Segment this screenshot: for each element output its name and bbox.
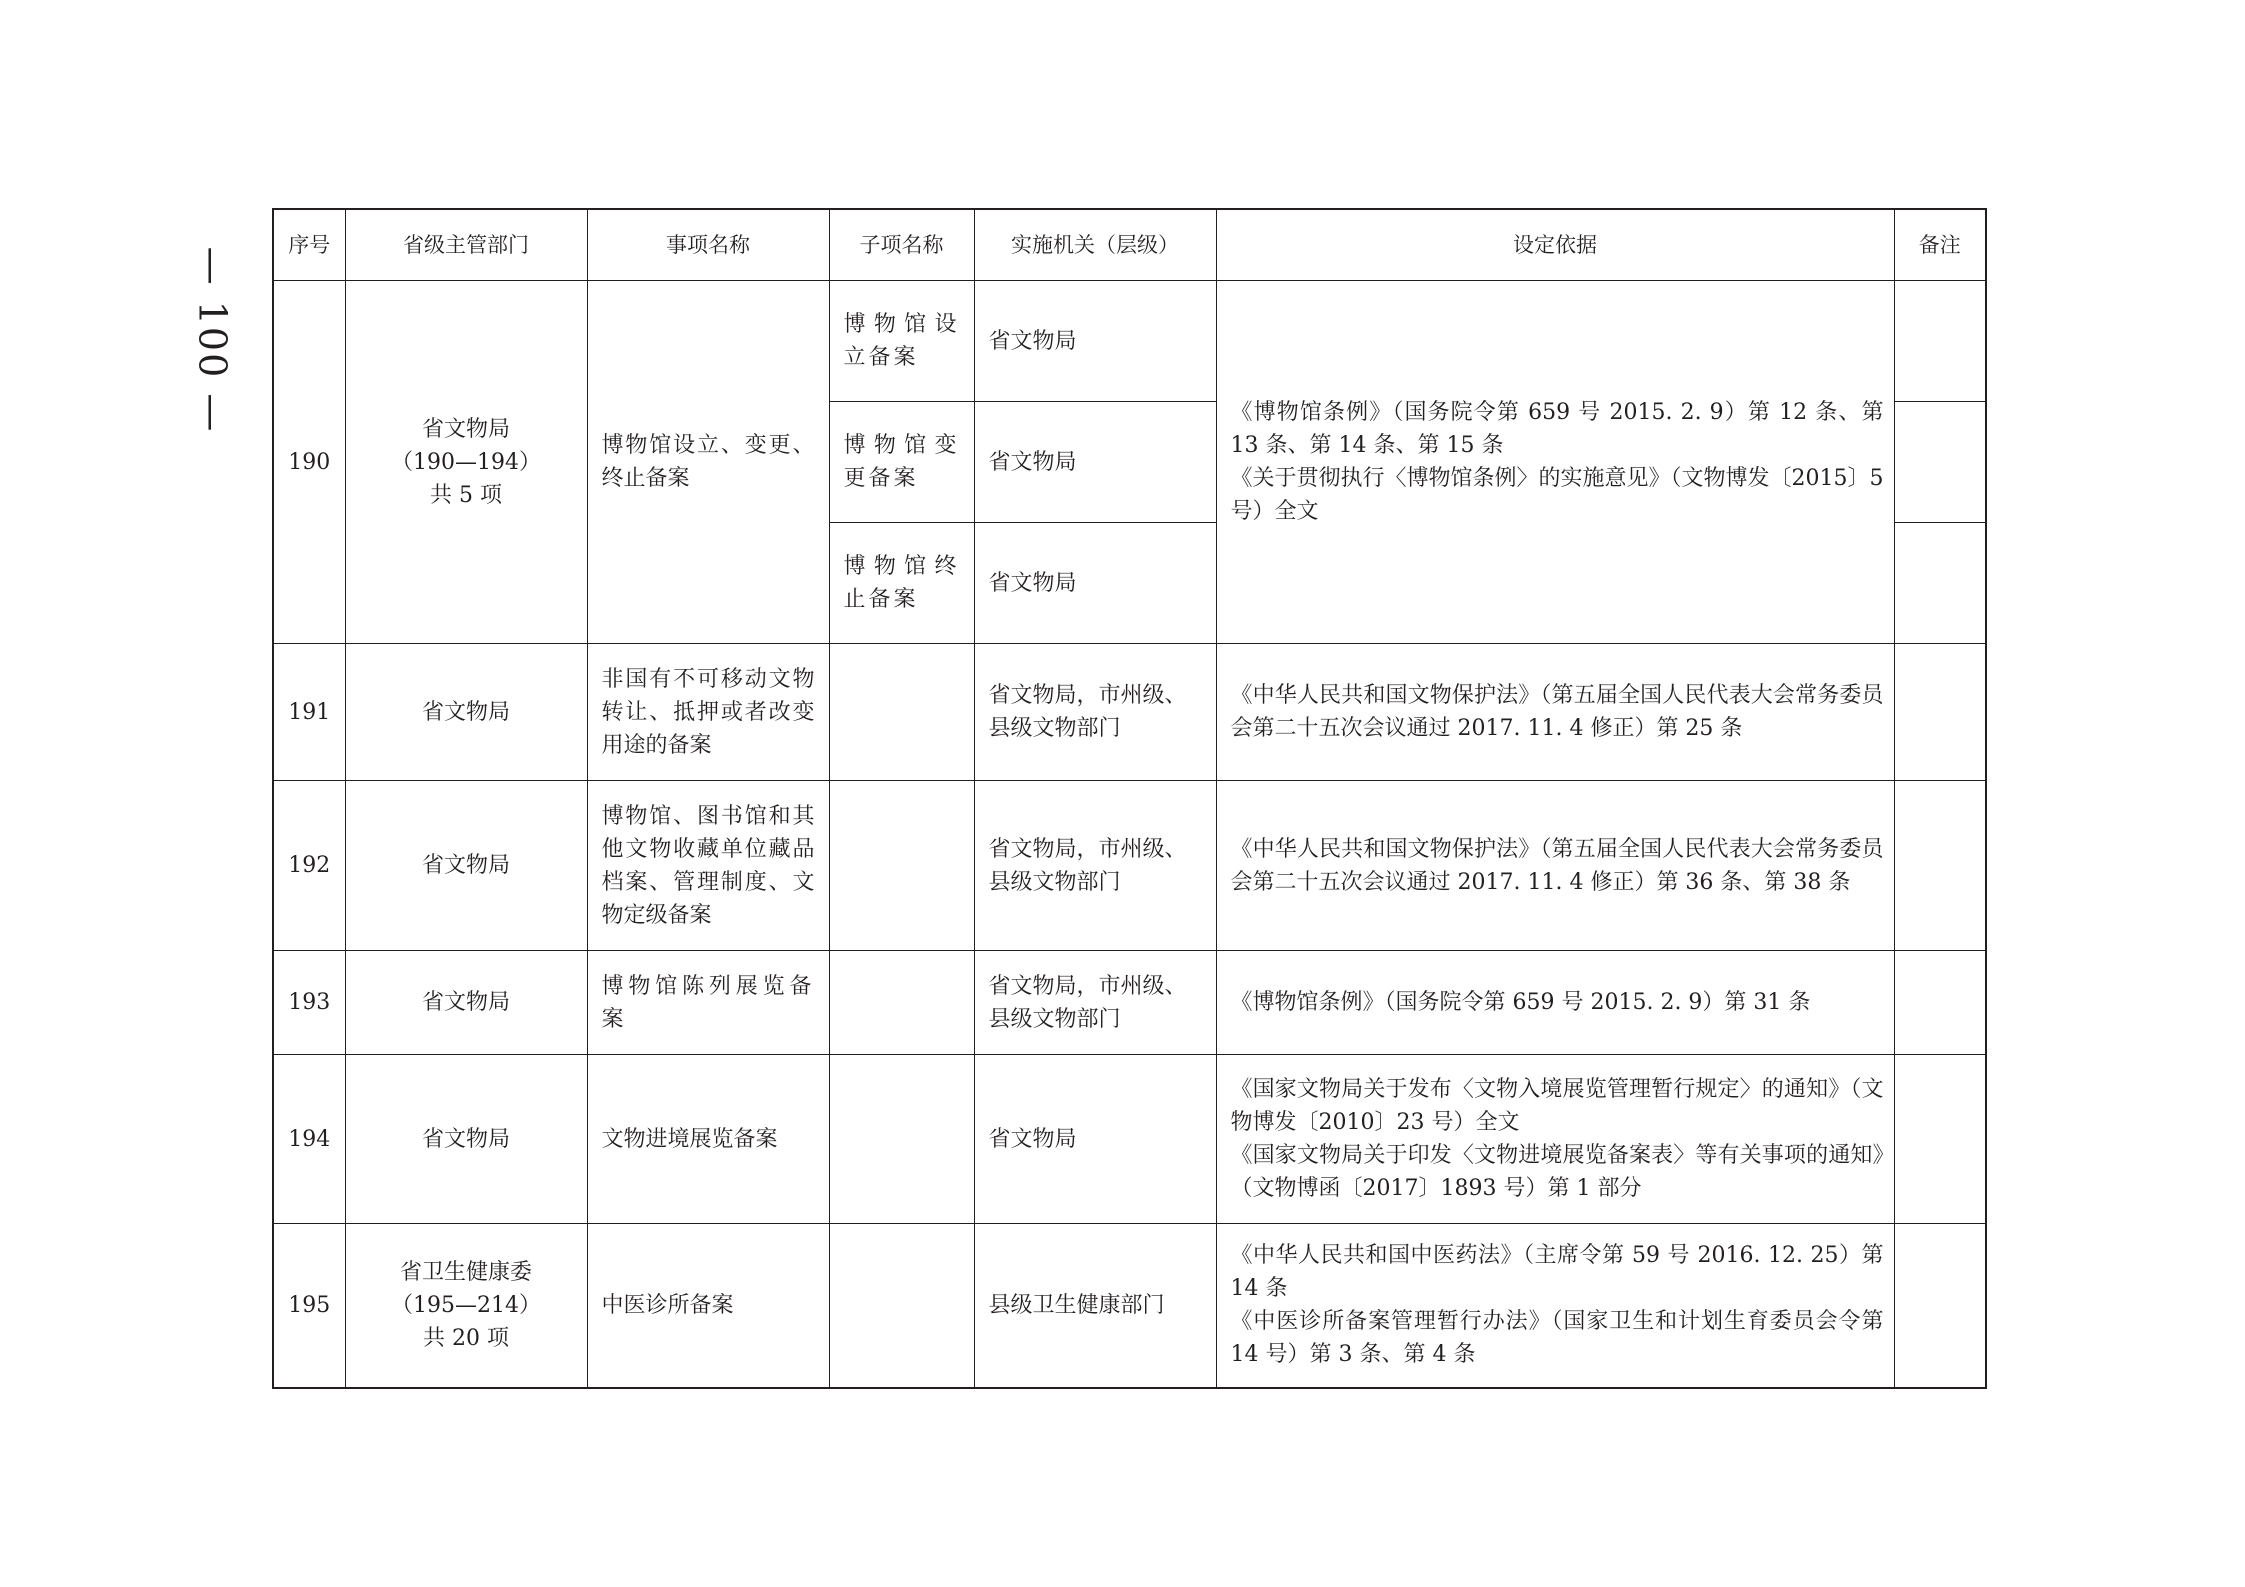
- cell-basis: [1216, 281, 1894, 644]
- basis-line: 《博物馆条例》（国务院令第 659 号 2015. 2. 9）第 12 条、第 13 条、第 14 条、第 15 条: [1230, 400, 1884, 458]
- cell-remark: [1894, 1224, 1986, 1388]
- cell-subitem: [829, 1055, 974, 1224]
- cell-remark: [1894, 402, 1986, 523]
- cell-basis: [1216, 951, 1894, 1055]
- dept-line: （190—194）: [391, 449, 541, 475]
- cell-subitem: [829, 951, 974, 1055]
- table-row-195: [273, 1224, 1986, 1388]
- table-header-row: [273, 209, 1986, 281]
- cell-seq: 192: [273, 781, 345, 951]
- cell-subitem: 博物馆终止备案: [829, 523, 974, 644]
- cell-agency: 省文物局，市州级、县级文物部门: [974, 781, 1216, 951]
- basis-line: 《关于贯彻执行〈博物馆条例〉的实施意见》（文物博发〔2015〕5 号）全文: [1230, 466, 1884, 524]
- basis-line: 《中华人民共和国文物保护法》（第五届全国人民代表大会常务委员会第二十五次会议通过 2017. 11. 4 修正）第 25 条: [1230, 683, 1884, 741]
- cell-remark: [1894, 781, 1986, 951]
- cell-remark: [1894, 644, 1986, 781]
- cell-agency: 省文物局，市州级、县级文物部门: [974, 644, 1216, 781]
- header-agency: 实施机关（层级）: [974, 209, 1216, 281]
- cell-basis: [1216, 1055, 1894, 1224]
- header-seq: 序号: [273, 209, 345, 281]
- cell-item: 博物馆设立、变更、终止备案: [587, 281, 829, 644]
- header-item: 事项名称: [587, 209, 829, 281]
- cell-dept: 省文物局: [345, 644, 587, 781]
- items-table: [272, 208, 1987, 1389]
- dept-line: 省卫生健康委: [399, 1259, 532, 1285]
- header-basis: 设定依据: [1216, 209, 1894, 281]
- cell-dept: 省文物局: [345, 1055, 587, 1224]
- basis-line: 《博物馆条例》（国务院令第 659 号 2015. 2. 9）第 31 条: [1230, 990, 1811, 1015]
- table-row-191: [273, 644, 1986, 781]
- cell-subitem: 博物馆变更备案: [829, 402, 974, 523]
- basis-line: 《国家文物局关于发布〈文物入境展览管理暂行规定〉的通知》（文物博发〔2010〕23 号）全文: [1230, 1077, 1884, 1135]
- basis-line: 《中华人民共和国中医药法》（主席令第 59 号 2016. 12. 25）第 14 条: [1230, 1243, 1884, 1302]
- cell-item: 博物馆陈列展览备案: [587, 951, 829, 1055]
- cell-item: 博物馆、图书馆和其他文物收藏单位藏品档案、管理制度、文物定级备案: [587, 781, 829, 951]
- cell-agency: 省文物局: [974, 523, 1216, 644]
- cell-agency: 省文物局: [974, 1055, 1216, 1224]
- cell-seq: 191: [273, 644, 345, 781]
- cell-remark: [1894, 951, 1986, 1055]
- cell-basis: [1216, 781, 1894, 951]
- table-row-192: [273, 781, 1986, 951]
- cell-dept: 省文物局: [345, 781, 587, 951]
- header-remark: 备注: [1894, 209, 1986, 281]
- dept-line: （195—214）: [391, 1292, 541, 1318]
- header-dept: 省级主管部门: [345, 209, 587, 281]
- table-row-190: [273, 281, 1986, 402]
- cell-subitem: [829, 1224, 974, 1388]
- cell-seq: 193: [273, 951, 345, 1055]
- cell-basis: [1216, 644, 1894, 781]
- cell-seq: 194: [273, 1055, 345, 1224]
- dept-line: 共 5 项: [430, 482, 502, 508]
- table-row-194: [273, 1055, 1986, 1224]
- cell-item: 文物进境展览备案: [587, 1055, 829, 1224]
- basis-line: 《国家文物局关于印发〈文物进境展览备案表〉等有关事项的通知》（文物博函〔2017〕1893 号）第 1 部分: [1230, 1143, 1884, 1201]
- cell-seq: 190: [273, 281, 345, 644]
- cell-subitem: 博物馆设立备案: [829, 281, 974, 402]
- cell-basis: [1216, 1224, 1894, 1388]
- cell-dept: [345, 1224, 587, 1388]
- cell-subitem: [829, 644, 974, 781]
- cell-subitem: [829, 781, 974, 951]
- page-number-text: — 100 —: [190, 246, 235, 434]
- page-number: [172, 240, 252, 440]
- cell-remark: [1894, 281, 1986, 402]
- header-subitem: 子项名称: [829, 209, 974, 281]
- cell-dept: [345, 281, 587, 644]
- cell-item: 中医诊所备案: [587, 1224, 829, 1388]
- dept-line: 省文物局: [421, 416, 510, 442]
- table-row-193: [273, 951, 1986, 1055]
- basis-line: 《中医诊所备案管理暂行办法》（国家卫生和计划生育委员会令第 14 号）第 3 条、第 4 条: [1230, 1309, 1884, 1368]
- cell-seq: 195: [273, 1224, 345, 1388]
- cell-agency: 省文物局，市州级、县级文物部门: [974, 951, 1216, 1055]
- cell-agency: 省文物局: [974, 281, 1216, 402]
- basis-line: 《中华人民共和国文物保护法》（第五届全国人民代表大会常务委员会第二十五次会议通过 2017. 11. 4 修正）第 36 条、第 38 条: [1230, 836, 1884, 895]
- cell-remark: [1894, 523, 1986, 644]
- cell-remark: [1894, 1055, 1986, 1224]
- dept-line: 共 20 项: [423, 1325, 509, 1351]
- cell-dept: 省文物局: [345, 951, 587, 1055]
- cell-agency: 省文物局: [974, 402, 1216, 523]
- cell-item: 非国有不可移动文物转让、抵押或者改变用途的备案: [587, 644, 829, 781]
- cell-agency: 县级卫生健康部门: [974, 1224, 1216, 1388]
